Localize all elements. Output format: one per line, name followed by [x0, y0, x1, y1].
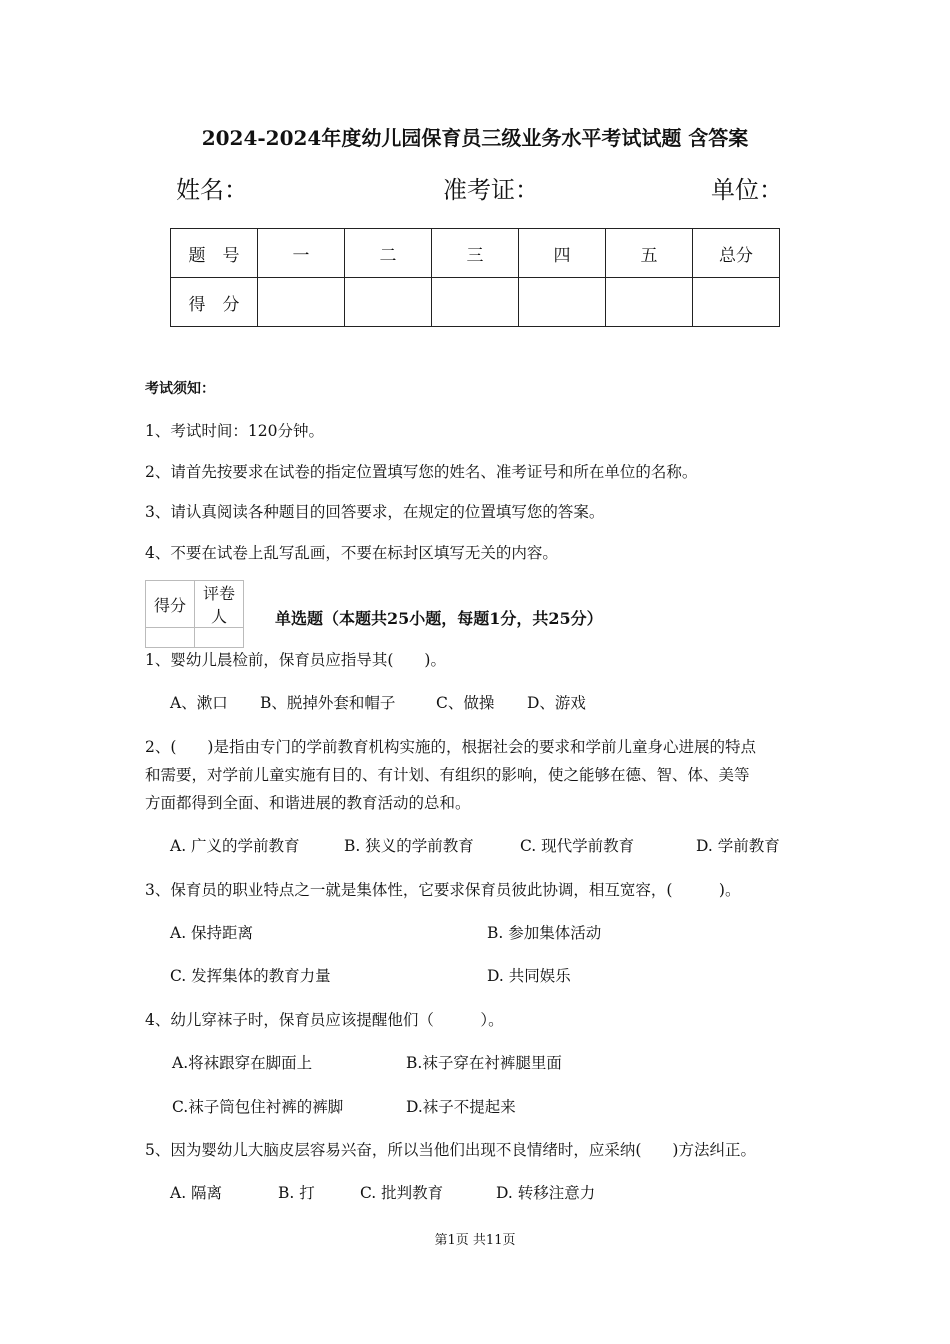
unit-label: 单位：: [711, 176, 783, 204]
name-label: 姓名：: [176, 176, 248, 204]
option-a: A. 广义的学前教育: [170, 837, 300, 855]
score-table-cell: 三: [432, 229, 519, 278]
option-a: A.将袜跟穿在脚面上: [172, 1054, 313, 1072]
question-stem: 5、因为婴幼儿大脑皮层容易兴奋，所以当他们出现不良情绪时，应采纳( )方法纠正。: [145, 1141, 756, 1159]
score-input-cell[interactable]: [606, 278, 693, 327]
page-footer: 第1页 共11页: [434, 1233, 516, 1248]
option-d: D.袜子不提起来: [406, 1098, 516, 1116]
question-stem: 3、保育员的职业特点之一就是集体性，它要求保育员彼此协调，相互宽容，( )。: [145, 881, 741, 899]
score-table-cell: 一: [258, 229, 345, 278]
option-b: B. 参加集体活动: [487, 924, 602, 942]
notice-item: 4、不要在试卷上乱写乱画，不要在标封区填写无关的内容。: [145, 544, 558, 562]
question-stem: 1、婴幼儿晨检前，保育员应指导其( )。: [145, 651, 446, 669]
option-d: D、游戏: [527, 694, 586, 712]
question-stem-line: 方面都得到全面、和谐进展的教育活动的总和。: [145, 794, 471, 812]
question-stem-line: 2、( )是指由专门的学前教育机构实施的，根据社会的要求和学前儿童身心进展的特点: [145, 738, 756, 756]
grader-reviewer-cell[interactable]: [195, 628, 244, 648]
score-table-cell: 题 号: [171, 229, 258, 278]
option-a: A. 隔离: [170, 1184, 223, 1202]
grader-table: [145, 580, 244, 648]
option-c: C、做操: [436, 694, 495, 712]
grader-score-cell[interactable]: [146, 628, 195, 648]
option-c: C. 批判教育: [360, 1184, 444, 1202]
score-table-cell: 四: [519, 229, 606, 278]
option-d: D. 学前教育: [696, 837, 780, 855]
option-d: D. 转移注意力: [496, 1184, 596, 1202]
option-c: C. 现代学前教育: [520, 837, 635, 855]
option-c: C. 发挥集体的教育力量: [170, 967, 331, 985]
section-title: 单选题（本题共25小题，每题1分，共25分）: [275, 609, 603, 628]
option-d: D. 共同娱乐: [487, 967, 571, 985]
score-table-score-row: [171, 278, 780, 327]
option-a: A. 保持距离: [170, 924, 254, 942]
score-table-header-row: [171, 229, 780, 278]
question-stem: 4、幼儿穿袜子时，保育员应该提醒他们（ ）。: [145, 1011, 504, 1029]
score-table-cell: 五: [606, 229, 693, 278]
score-table-cell: 总分: [693, 229, 780, 278]
option-a: A、漱口: [170, 694, 228, 712]
score-table-cell: 二: [345, 229, 432, 278]
notice-item: 2、请首先按要求在试卷的指定位置填写您的姓名、准考证号和所在单位的名称。: [145, 463, 698, 481]
grader-score-label: 得分: [146, 581, 195, 628]
question-stem-line: 和需要，对学前儿童实施有目的、有计划、有组织的影响，使之能够在德、智、体、美等: [145, 766, 750, 784]
option-b: B. 打: [278, 1184, 315, 1202]
notice-item: 1、考试时间：120分钟。: [145, 422, 324, 440]
score-input-cell[interactable]: [693, 278, 780, 327]
notice-heading: 考试须知：: [145, 381, 215, 397]
option-b: B、脱掉外套和帽子: [260, 694, 396, 712]
score-input-cell[interactable]: [345, 278, 432, 327]
grader-reviewer-label: 评卷人: [195, 581, 244, 628]
exam-id-label: 准考证：: [443, 176, 539, 204]
option-b: B.袜子穿在衬裤腿里面: [406, 1054, 562, 1072]
score-table: [170, 228, 780, 327]
page-title: 2024-2024年度幼儿园保育员三级业务水平考试试题 含答案: [201, 126, 749, 150]
option-b: B. 狭义的学前教育: [344, 837, 474, 855]
notice-item: 3、请认真阅读各种题目的回答要求，在规定的位置填写您的答案。: [145, 503, 605, 521]
score-input-cell[interactable]: [519, 278, 606, 327]
option-c: C.袜子筒包住衬裤的裤脚: [172, 1098, 344, 1116]
score-row-label: 得 分: [171, 278, 258, 327]
score-input-cell[interactable]: [258, 278, 345, 327]
score-input-cell[interactable]: [432, 278, 519, 327]
